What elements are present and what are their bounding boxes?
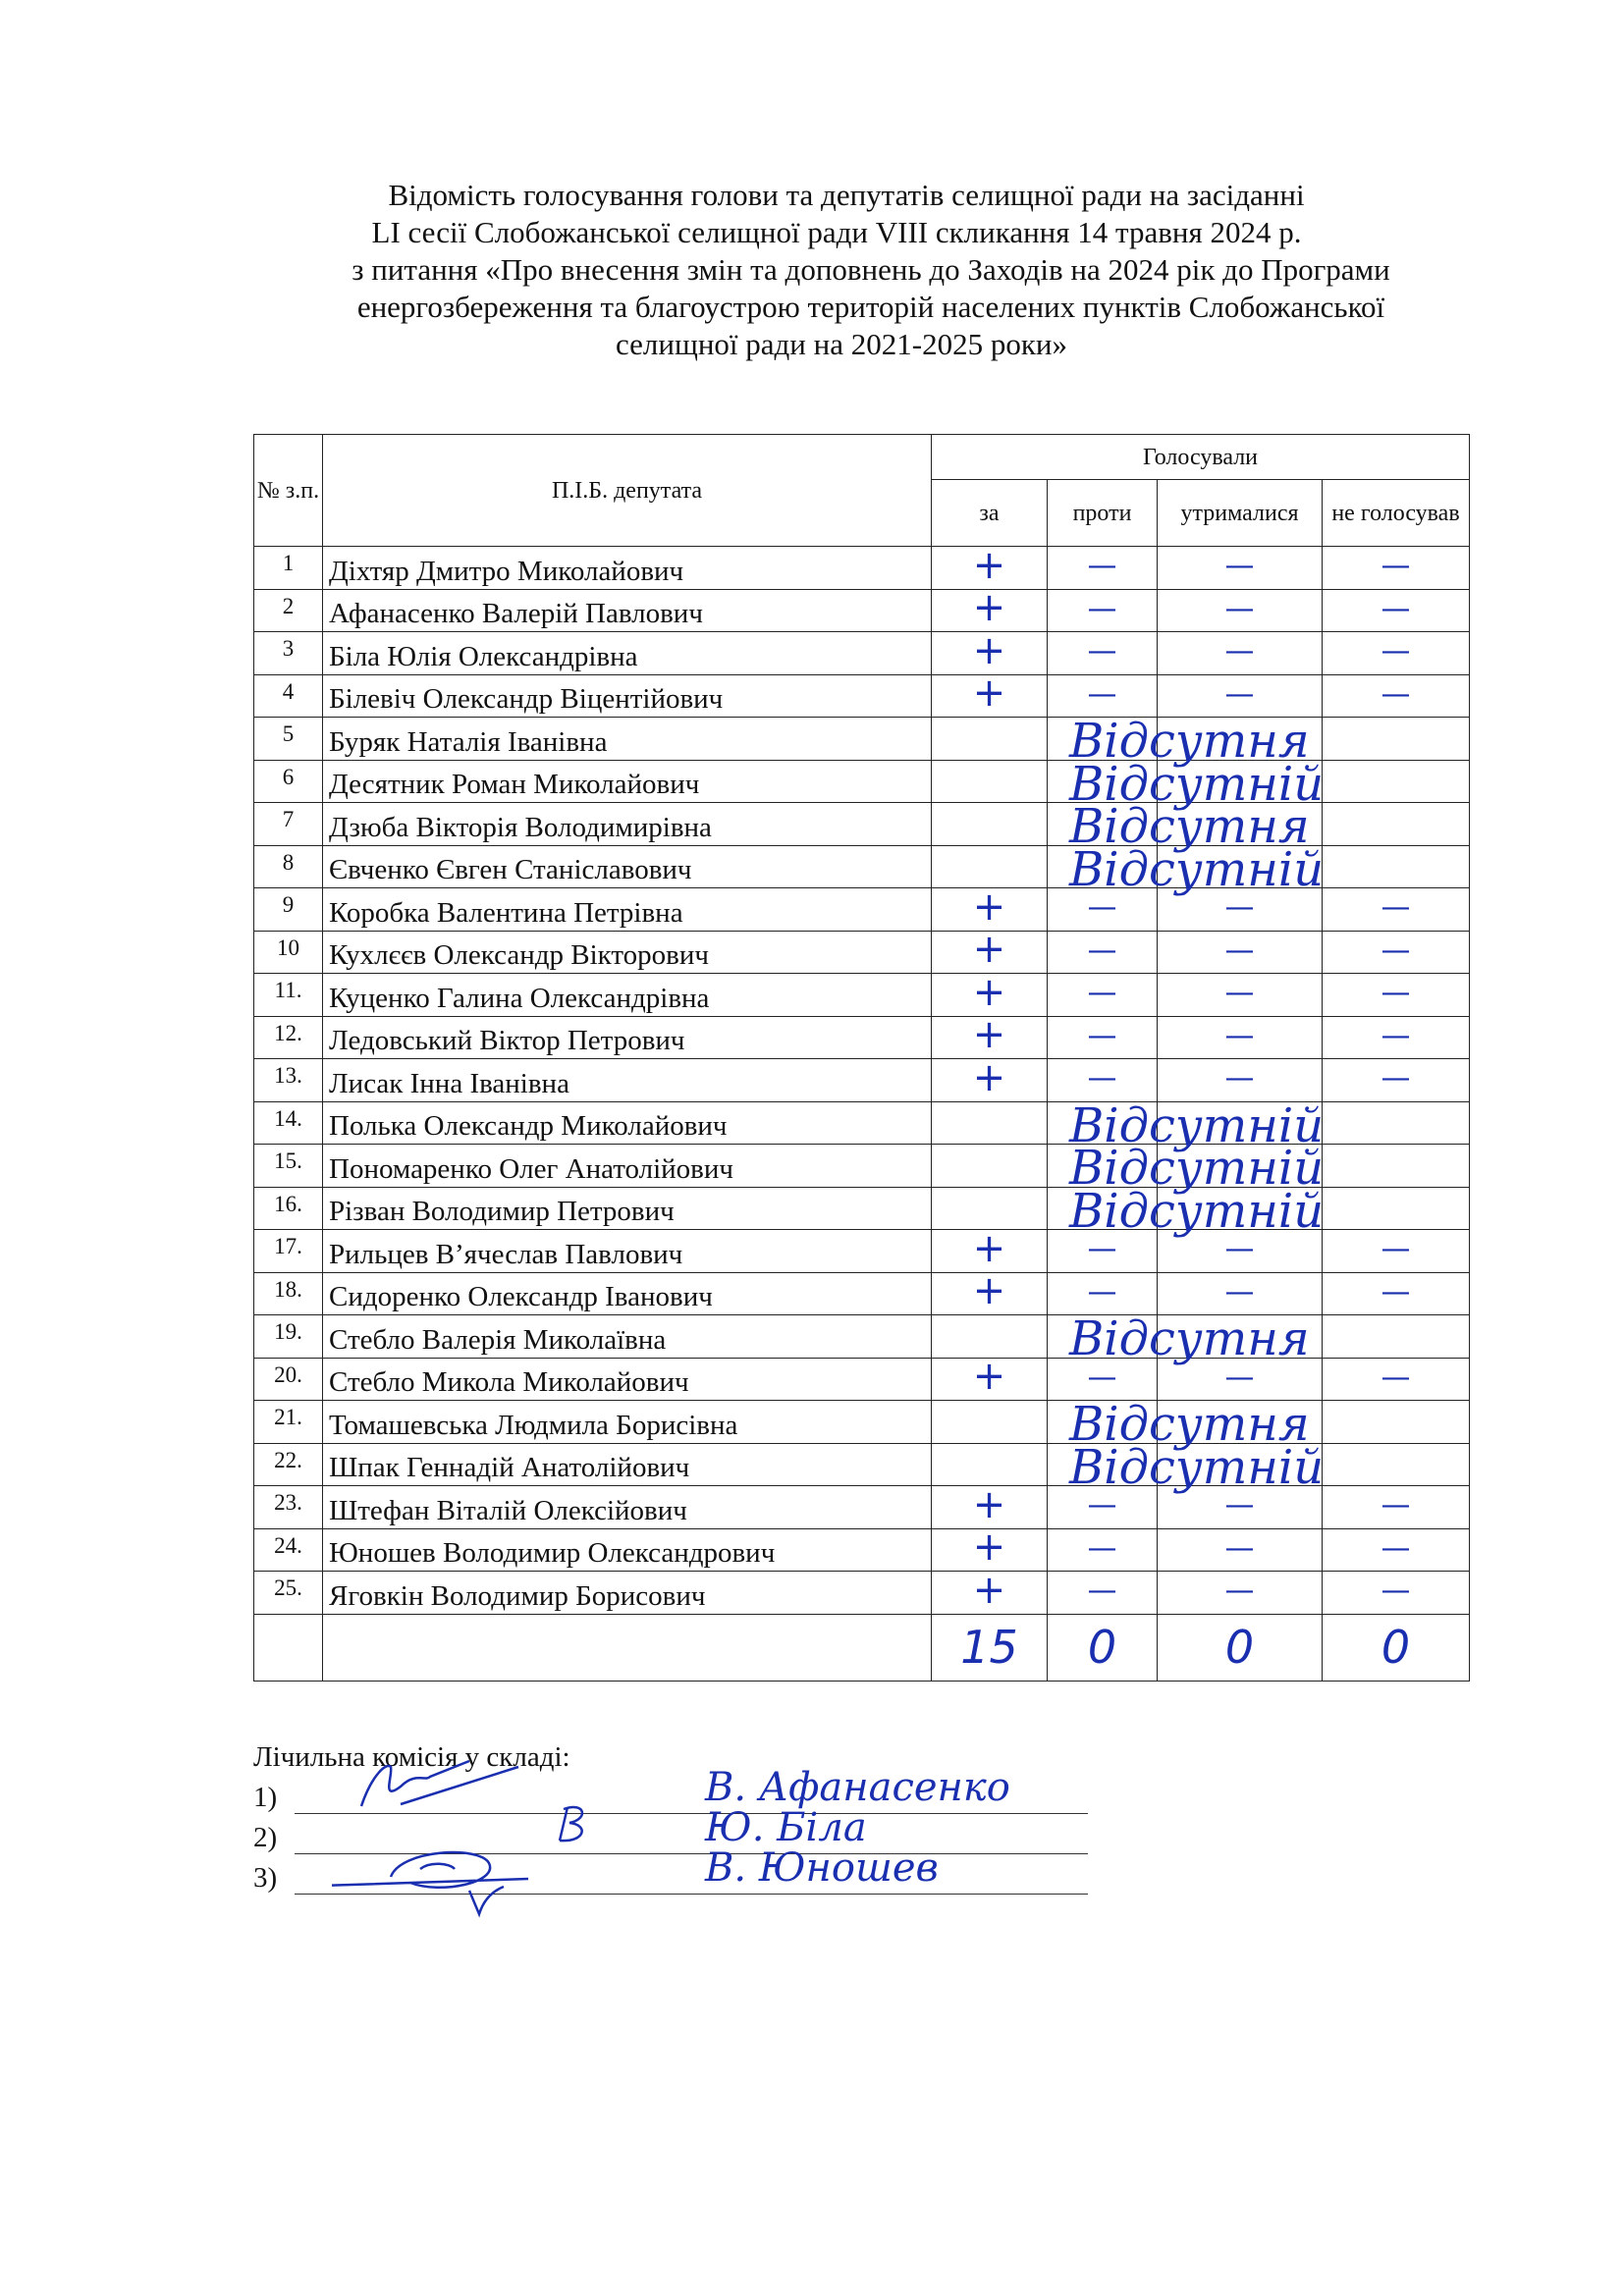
vote-dash-mark: — xyxy=(1224,1574,1255,1609)
vote-for-cell xyxy=(932,1524,1048,1572)
header-against: проти xyxy=(1048,480,1158,547)
member-index: 1) xyxy=(253,1782,278,1813)
vote-not-voted-cell xyxy=(1323,888,1470,932)
vote-for-cell xyxy=(932,1012,1048,1059)
deputy-name: Лисак Інна Іванівна xyxy=(323,1059,932,1102)
vote-not-voted-cell xyxy=(1323,1272,1470,1315)
row-number: 16. xyxy=(254,1187,323,1230)
totals-num xyxy=(254,1614,323,1681)
vote-dash-mark: — xyxy=(1380,591,1411,626)
vote-for-cell xyxy=(932,1054,1048,1102)
vote-dash-mark: — xyxy=(1380,933,1411,968)
vote-against-cell xyxy=(1048,1572,1158,1615)
vote-dash-mark: — xyxy=(1087,1360,1117,1395)
vote-dash-mark: — xyxy=(1087,1530,1117,1566)
row-number: 19. xyxy=(254,1315,323,1359)
header-abstained: утрималися xyxy=(1158,480,1323,547)
row-number: 21. xyxy=(254,1401,323,1444)
vote-dash-mark: — xyxy=(1224,1360,1255,1395)
vote-dash-mark: — xyxy=(1087,1488,1117,1523)
member-name: В. Афанасенко xyxy=(705,1765,1010,1810)
vote-dash-mark: — xyxy=(1087,890,1117,926)
vote-dash-mark: — xyxy=(1380,1530,1411,1566)
vote-not-voted-cell xyxy=(1323,674,1470,718)
header-for: за xyxy=(932,480,1048,547)
total-for: 15 xyxy=(932,1614,1048,1681)
counting-commission xyxy=(253,1741,1088,1898)
vote-plus-mark: + xyxy=(972,1054,1006,1100)
header-num: № з.п. xyxy=(254,435,323,547)
vote-plus-mark: + xyxy=(972,969,1006,1015)
vote-plus-mark: + xyxy=(972,1225,1006,1271)
vote-for-cell xyxy=(932,1567,1048,1615)
deputy-name: Сидоренко Олександр Іванович xyxy=(323,1272,932,1315)
member-name: В. Юношев xyxy=(705,1845,939,1891)
vote-dash-mark: — xyxy=(1087,1018,1117,1053)
vote-for-cell: Відсутня xyxy=(932,1315,1048,1359)
vote-not-voted-cell xyxy=(1323,803,1470,846)
vote-against-cell xyxy=(1048,589,1158,632)
member-index: 2) xyxy=(253,1822,278,1853)
row-number: 12. xyxy=(254,1016,323,1059)
deputy-name: Афанасенко Валерій Павлович xyxy=(323,589,932,632)
voting-table xyxy=(253,434,1470,1682)
table-row xyxy=(254,632,1470,675)
vote-abstained-cell xyxy=(1158,674,1323,718)
table-row xyxy=(254,1187,1470,1230)
deputy-name: Діхтяр Дмитро Миколайович xyxy=(323,547,932,590)
deputy-name: Штефан Віталій Олексійович xyxy=(323,1486,932,1529)
deputy-name: Коробка Валентина Петрівна xyxy=(323,888,932,932)
vote-not-voted-cell xyxy=(1323,1401,1470,1444)
vote-abstained-cell xyxy=(1158,974,1323,1017)
vote-dash-mark: — xyxy=(1224,634,1255,669)
row-number: 3 xyxy=(254,632,323,675)
total-against: 0 xyxy=(1048,1614,1158,1681)
vote-for-cell: Відсутня xyxy=(932,718,1048,761)
table-row xyxy=(254,1145,1470,1188)
vote-plus-mark: + xyxy=(972,1012,1006,1058)
vote-for-cell: Відсутній xyxy=(932,1187,1048,1230)
table-row xyxy=(254,760,1470,803)
row-number: 13. xyxy=(254,1059,323,1102)
vote-dash-mark: — xyxy=(1224,591,1255,626)
vote-not-voted-cell xyxy=(1323,1358,1470,1401)
row-number: 4 xyxy=(254,674,323,718)
table-row xyxy=(254,1101,1470,1145)
heading-line-2: LI сесії Слобожанської селищної ради VIII скликання 14 травня 2024 р. xyxy=(371,215,1302,249)
deputy-name: Ледовський Віктор Петрович xyxy=(323,1016,932,1059)
deputy-name: Шпак Геннадій Анатолійович xyxy=(323,1443,932,1486)
vote-not-voted-cell xyxy=(1323,1101,1470,1145)
row-number: 10 xyxy=(254,931,323,974)
vote-abstained-cell xyxy=(1158,1528,1323,1572)
vote-dash-mark: — xyxy=(1224,933,1255,968)
member-name: Ю. Біла xyxy=(705,1805,867,1850)
deputy-name: Куценко Галина Олександрівна xyxy=(323,974,932,1017)
deputy-name: Кухлєєв Олександр Вікторович xyxy=(323,931,932,974)
row-number: 8 xyxy=(254,845,323,888)
vote-for-cell xyxy=(932,585,1048,632)
vote-dash-mark: — xyxy=(1380,1574,1411,1609)
header-voted: Голосували xyxy=(932,435,1470,480)
vote-dash-mark: — xyxy=(1380,1360,1411,1395)
vote-for-cell xyxy=(932,1354,1048,1401)
vote-dash-mark: — xyxy=(1224,1018,1255,1053)
vote-dash-mark: — xyxy=(1087,1232,1117,1267)
deputy-name: Юношев Володимир Олександрович xyxy=(323,1528,932,1572)
vote-for-cell: Відсутня xyxy=(932,803,1048,846)
total-abstained: 0 xyxy=(1158,1614,1323,1681)
vote-dash-mark: — xyxy=(1380,1488,1411,1523)
vote-for-cell xyxy=(932,969,1048,1017)
row-number: 15. xyxy=(254,1145,323,1188)
vote-not-voted-cell xyxy=(1323,1016,1470,1059)
vote-not-voted-cell xyxy=(1323,718,1470,761)
vote-abstained-cell xyxy=(1158,1016,1323,1059)
vote-dash-mark: — xyxy=(1380,890,1411,926)
vote-for-cell: Відсутня xyxy=(932,1401,1048,1444)
vote-against-cell xyxy=(1048,674,1158,718)
heading-line-5: селищної ради на 2021-2025 роки» xyxy=(616,327,1067,361)
table-row xyxy=(254,1528,1470,1572)
deputy-name: Стебло Валерія Миколаївна xyxy=(323,1315,932,1359)
heading-line-3: з питання «Про внесення змін та доповнень до Заходів на 2024 рік до Програми xyxy=(352,252,1390,287)
vote-plus-mark: + xyxy=(972,670,1006,717)
vote-dash-mark: — xyxy=(1087,634,1117,669)
heading-line-4: енергозбереження та благоустрою територій населених пунктів Слобожанської xyxy=(356,290,1385,324)
vote-not-voted-cell xyxy=(1323,1187,1470,1230)
vote-for-cell xyxy=(932,1225,1048,1273)
header-name: П.І.Б. депутата xyxy=(323,435,932,547)
vote-abstained-cell xyxy=(1158,632,1323,675)
vote-dash-mark: — xyxy=(1224,549,1255,584)
vote-plus-mark: + xyxy=(972,927,1006,973)
vote-dash-mark: — xyxy=(1087,933,1117,968)
table-row xyxy=(254,1572,1470,1615)
vote-not-voted-cell xyxy=(1323,1145,1470,1188)
vote-dash-mark: — xyxy=(1224,1488,1255,1523)
vote-abstained-cell xyxy=(1158,1572,1323,1615)
vote-against-cell xyxy=(1048,1016,1158,1059)
vote-plus-mark: + xyxy=(972,627,1006,673)
table-row xyxy=(254,674,1470,718)
vote-against-cell xyxy=(1048,974,1158,1017)
vote-against-cell xyxy=(1048,1528,1158,1572)
vote-dash-mark: — xyxy=(1380,549,1411,584)
voting-rows xyxy=(254,542,1470,1615)
row-number: 5 xyxy=(254,718,323,761)
header-not-voted: не голосував xyxy=(1323,480,1470,547)
vote-dash-mark: — xyxy=(1087,676,1117,712)
table-row xyxy=(254,974,1470,1017)
row-number: 22. xyxy=(254,1443,323,1486)
vote-abstained-cell xyxy=(1158,589,1323,632)
deputy-name: Яговкін Володимир Борисович xyxy=(323,1572,932,1615)
total-not-voted: 0 xyxy=(1323,1614,1470,1681)
vote-not-voted-cell xyxy=(1323,1443,1470,1486)
table-row xyxy=(254,1443,1470,1486)
vote-for-cell xyxy=(932,542,1048,590)
table-row xyxy=(254,1059,1470,1102)
vote-for-cell xyxy=(932,627,1048,675)
vote-dash-mark: — xyxy=(1087,976,1117,1011)
deputy-name: Десятник Роман Миколайович xyxy=(323,760,932,803)
vote-dash-mark: — xyxy=(1087,1574,1117,1609)
vote-not-voted-cell xyxy=(1323,1528,1470,1572)
table-row xyxy=(254,718,1470,761)
deputy-name: Буряк Наталія Іванівна xyxy=(323,718,932,761)
table-row xyxy=(254,547,1470,590)
table-row xyxy=(254,1315,1470,1359)
member-index: 3) xyxy=(253,1862,278,1894)
vote-for-cell xyxy=(932,670,1048,718)
vote-for-cell: Відсутній xyxy=(932,1101,1048,1145)
table-row xyxy=(254,803,1470,846)
deputy-name: Стебло Микола Миколайович xyxy=(323,1358,932,1401)
vote-dash-mark: — xyxy=(1380,1061,1411,1096)
vote-dash-mark: — xyxy=(1380,634,1411,669)
row-number: 9 xyxy=(254,888,323,932)
vote-abstained-cell xyxy=(1158,1272,1323,1315)
vote-dash-mark: — xyxy=(1087,591,1117,626)
row-number: 17. xyxy=(254,1230,323,1273)
vote-not-voted-cell xyxy=(1323,845,1470,888)
deputy-name: Рильцев В’ячеслав Павлович xyxy=(323,1230,932,1273)
vote-for-cell: Відсутній xyxy=(932,1443,1048,1486)
vote-plus-mark: + xyxy=(972,542,1006,588)
vote-abstained-cell xyxy=(1158,547,1323,590)
vote-for-cell xyxy=(932,883,1048,932)
vote-dash-mark: — xyxy=(1087,549,1117,584)
vote-not-voted-cell xyxy=(1323,1059,1470,1102)
vote-for-cell xyxy=(932,1481,1048,1529)
totals-name xyxy=(323,1614,932,1681)
vote-plus-mark: + xyxy=(972,1481,1006,1527)
vote-against-cell xyxy=(1048,1272,1158,1315)
vote-abstained-cell xyxy=(1158,931,1323,974)
vote-not-voted-cell xyxy=(1323,1486,1470,1529)
commission-member xyxy=(253,1845,1088,1898)
vote-against-cell xyxy=(1048,1059,1158,1102)
row-number: 7 xyxy=(254,803,323,846)
vote-dash-mark: — xyxy=(1087,1274,1117,1309)
vote-not-voted-cell xyxy=(1323,931,1470,974)
vote-not-voted-cell xyxy=(1323,974,1470,1017)
vote-dash-mark: — xyxy=(1380,1274,1411,1309)
table-row xyxy=(254,845,1470,888)
vote-for-cell: Відсутній xyxy=(932,1145,1048,1188)
vote-dash-mark: — xyxy=(1224,1274,1255,1309)
vote-dash-mark: — xyxy=(1224,1232,1255,1267)
row-number: 11. xyxy=(254,974,323,1017)
table-row xyxy=(254,589,1470,632)
row-number: 18. xyxy=(254,1272,323,1315)
row-number: 25. xyxy=(254,1572,323,1615)
row-number: 2 xyxy=(254,589,323,632)
vote-dash-mark: — xyxy=(1380,976,1411,1011)
row-number: 20. xyxy=(254,1358,323,1401)
row-number: 23. xyxy=(254,1486,323,1529)
deputy-name: Полька Олександр Миколайович xyxy=(323,1101,932,1145)
vote-for-cell: Відсутній xyxy=(932,760,1048,803)
commission-label: Лічильна комісія у складі: xyxy=(253,1741,570,1773)
vote-plus-mark: + xyxy=(972,585,1006,631)
vote-dash-mark: — xyxy=(1224,676,1255,712)
deputy-name: Біла Юлія Олександрівна xyxy=(323,632,932,675)
signature-3 xyxy=(332,1840,626,1918)
heading-line-1: Відомість голосування голови та депутатів селищної ради на засіданні xyxy=(388,178,1305,212)
row-number: 1 xyxy=(254,547,323,590)
vote-plus-mark: + xyxy=(972,883,1006,930)
vote-abstained-cell xyxy=(1158,1059,1323,1102)
vote-for-cell: Відсутній xyxy=(932,845,1048,888)
vote-for-cell xyxy=(932,1268,1048,1315)
vote-not-voted-cell xyxy=(1323,1230,1470,1273)
deputy-name: Томашевська Людмила Борисівна xyxy=(323,1401,932,1444)
row-number: 6 xyxy=(254,760,323,803)
vote-dash-mark: — xyxy=(1380,676,1411,712)
table-row xyxy=(254,1272,1470,1315)
vote-dash-mark: — xyxy=(1224,890,1255,926)
vote-dash-mark: — xyxy=(1380,1018,1411,1053)
table-row xyxy=(254,1401,1470,1444)
vote-not-voted-cell xyxy=(1323,589,1470,632)
vote-plus-mark: + xyxy=(972,1268,1006,1314)
table-row xyxy=(254,931,1470,974)
vote-dash-mark: — xyxy=(1224,976,1255,1011)
vote-not-voted-cell xyxy=(1323,547,1470,590)
vote-not-voted-cell xyxy=(1323,1572,1470,1615)
vote-dash-mark: — xyxy=(1224,1061,1255,1096)
deputy-name: Пономаренко Олег Анатолійович xyxy=(323,1145,932,1188)
vote-plus-mark: + xyxy=(972,1567,1006,1613)
vote-not-voted-cell xyxy=(1323,760,1470,803)
vote-against-cell xyxy=(1048,547,1158,590)
vote-against-cell xyxy=(1048,632,1158,675)
vote-dash-mark: — xyxy=(1224,1530,1255,1566)
deputy-name: Євченко Євген Станіславович xyxy=(323,845,932,888)
vote-dash-mark: — xyxy=(1380,1232,1411,1267)
deputy-name: Дзюба Вікторія Володимирівна xyxy=(323,803,932,846)
vote-not-voted-cell xyxy=(1323,632,1470,675)
totals-row xyxy=(254,1614,1470,1681)
vote-against-cell xyxy=(1048,931,1158,974)
vote-not-voted-cell xyxy=(1323,1315,1470,1359)
deputy-name: Різван Володимир Петрович xyxy=(323,1187,932,1230)
row-number: 14. xyxy=(254,1101,323,1145)
vote-for-cell xyxy=(932,927,1048,974)
vote-plus-mark: + xyxy=(972,1524,1006,1571)
row-number: 24. xyxy=(254,1528,323,1572)
deputy-name: Білевіч Олександр Віцентійович xyxy=(323,674,932,718)
table-row xyxy=(254,1016,1470,1059)
vote-dash-mark: — xyxy=(1087,1061,1117,1096)
vote-plus-mark: + xyxy=(972,1354,1006,1400)
document-heading xyxy=(0,177,1624,363)
